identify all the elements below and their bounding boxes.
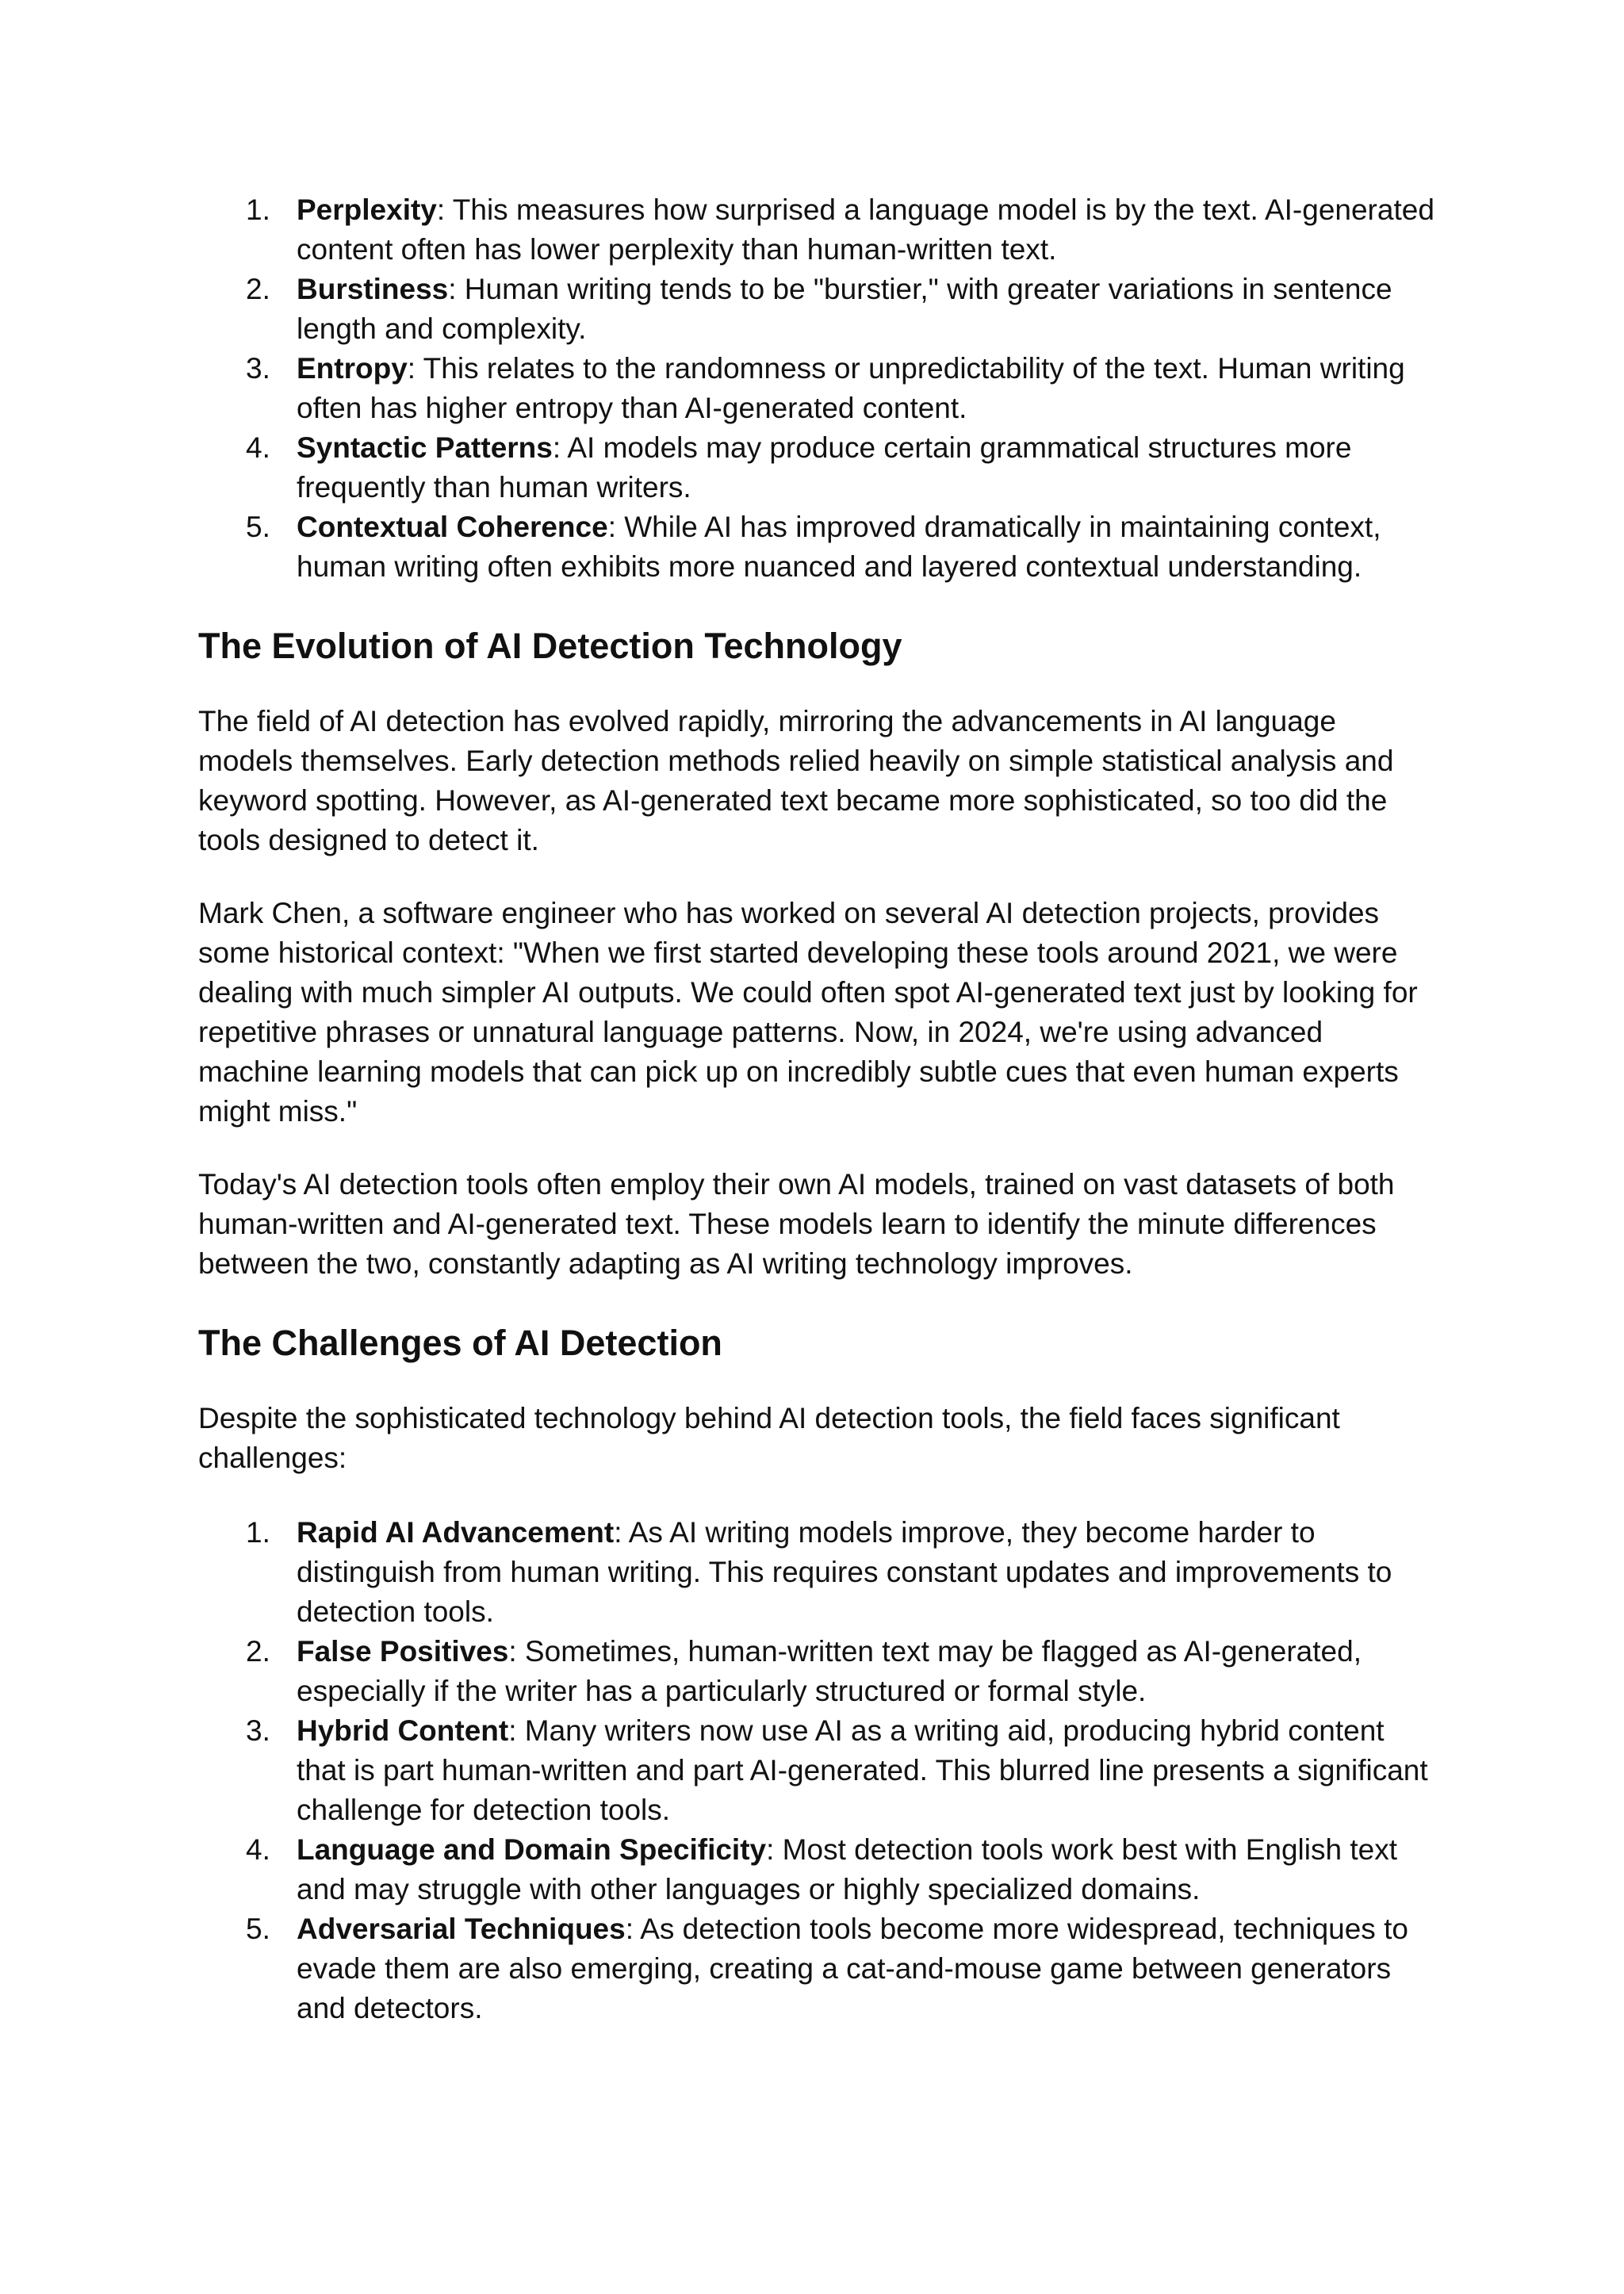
list-item-text: : As detection tools become more widespread, techniques to evade them are also emerging, creating a cat-and-mouse game between generators and detectors. [297, 1913, 1408, 2024]
list-number: 2. [246, 1635, 270, 1668]
list-item [198, 1909, 1435, 2028]
list-item-term: Rapid AI Advancement [297, 1516, 615, 1549]
section-heading-challenges: The Challenges of AI Detection [198, 1323, 722, 1363]
paragraph: Despite the sophisticated technology behind AI detection tools, the field faces significant challenges: [198, 1402, 1340, 1474]
list-item [198, 1632, 1435, 1711]
metrics-list [198, 190, 1435, 587]
list-number: 2. [246, 273, 270, 305]
list-item-text: : Sometimes, human-written text may be flagged as AI-generated, especially if the writer has a particularly structured or formal style. [297, 1635, 1362, 1707]
list-number: 3. [246, 352, 270, 385]
list-item-term: Adversarial Techniques [297, 1913, 626, 1945]
section-heading-evolution: The Evolution of AI Detection Technology [198, 626, 902, 666]
list-item-text: : As AI writing models improve, they become harder to distinguish from human writing. This requires constant updates and improvements to detection tools. [297, 1516, 1392, 1628]
list-item-text: : Human writing tends to be "burstier," with greater variations in sentence length and complexity. [297, 273, 1392, 345]
challenges-list [198, 1513, 1435, 2028]
list-item [198, 428, 1435, 507]
list-item-text: : While AI has improved dramatically in maintaining context, human writing often exhibits more nuanced and layered contextual understanding. [297, 511, 1381, 583]
list-item-text: : This measures how surprised a language model is by the text. AI-generated content often has lower perplexity than human-written text. [297, 193, 1434, 266]
list-item-text: : Many writers now use AI as a writing aid, producing hybrid content that is part human-written and part AI-generated. This blurred line presents a significant challenge for detection tools. [297, 1714, 1428, 1826]
list-item-text: : Most detection tools work best with English text and may struggle with other languages or highly specialized domains. [297, 1833, 1397, 1905]
list-number: 1. [246, 193, 270, 226]
list-number: 5. [246, 1913, 270, 1945]
list-item [198, 349, 1435, 428]
paragraph: Today's AI detection tools often employ their own AI models, trained on vast datasets of both human-written and AI-generated text. These models learn to identify the minute differences between the two, constantly adapting as AI writing technology improves. [198, 1168, 1395, 1280]
document-page [198, 190, 1435, 2028]
list-item [198, 507, 1435, 587]
list-item-term: Language and Domain Specificity [297, 1833, 767, 1866]
list-item [198, 1513, 1435, 1632]
list-item [198, 270, 1435, 349]
list-number: 4. [246, 1833, 270, 1866]
list-item-text: : This relates to the randomness or unpredictability of the text. Human writing often has higher entropy than AI-generated content. [297, 352, 1405, 424]
list-item-text: : AI models may produce certain grammatical structures more frequently than human writers. [297, 431, 1352, 504]
list-item-term: False Positives [297, 1635, 509, 1668]
list-item [198, 190, 1435, 270]
list-number: 5. [246, 511, 270, 543]
list-number: 1. [246, 1516, 270, 1549]
list-item-term: Entropy [297, 352, 408, 385]
paragraph: The field of AI detection has evolved rapidly, mirroring the advancements in AI language models themselves. Early detection methods relied heavily on simple statistical analysis and keyword spotting. However, as AI-generated text became more sophisticated, so too did the tools designed to detect it. [198, 705, 1394, 856]
paragraph: Mark Chen, a software engineer who has worked on several AI detection projects, provides some historical context: "When we first started developing these tools around 2021, we were dealing with much simpler AI outputs. We could often spot AI-generated text just by looking for repetitive phrases or unnatural language patterns. Now, in 2024, we're using advanced machine learning models that can pick up on incredibly subtle cues that even human experts might miss." [198, 897, 1418, 1128]
list-item-term: Contextual Coherence [297, 511, 608, 543]
list-item [198, 1830, 1435, 1909]
list-item-term: Perplexity [297, 193, 437, 226]
list-item-term: Burstiness [297, 273, 449, 305]
list-number: 4. [246, 431, 270, 464]
list-item [198, 1711, 1435, 1830]
list-item-term: Syntactic Patterns [297, 431, 553, 464]
list-number: 3. [246, 1714, 270, 1747]
list-item-term: Hybrid Content [297, 1714, 509, 1747]
